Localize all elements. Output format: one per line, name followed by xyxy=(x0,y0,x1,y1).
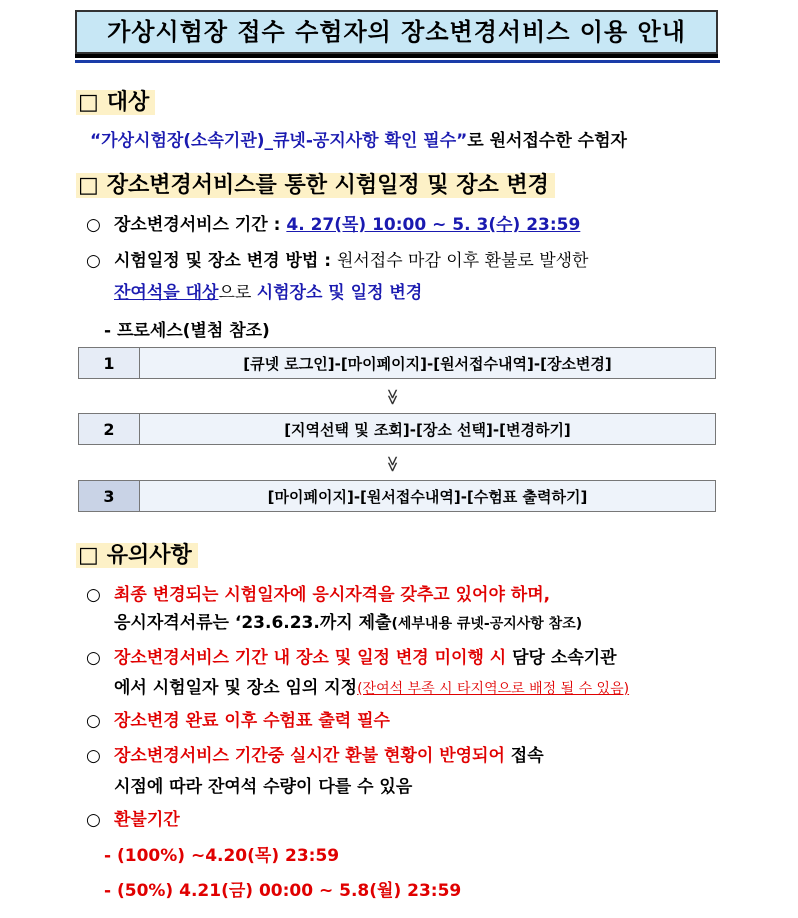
note-1-deadline: 응시자격서류는 ‘23.6.23.까지 제출 xyxy=(114,613,392,633)
target-rest: 로 원서접수한 수험자 xyxy=(467,131,627,151)
step-number: 3 xyxy=(79,481,140,511)
circle-bullet-icon: ○ xyxy=(86,648,101,668)
target-description xyxy=(90,126,627,151)
target-quote: “가상시험장(소속기관)_큐넷-공지사항 확인 필수” xyxy=(90,131,468,151)
change-method-label: 시험일정 및 장소 변경 방법 : xyxy=(114,251,337,271)
section-heading-text: 대상 xyxy=(106,90,150,115)
note-1-red: 최종 변경되는 시험일자에 응시자격을 갖추고 있어야 하며, xyxy=(114,585,551,605)
note-5 xyxy=(86,805,180,830)
note-1 xyxy=(86,580,550,605)
note-2-rest: 담당 소속기관 xyxy=(506,648,617,668)
circle-bullet-icon: ○ xyxy=(86,810,101,830)
process-step-1 xyxy=(78,347,716,379)
step-text: [큐넷 로그인]-[마이페이지]-[원서접수내역]-[장소변경] xyxy=(140,348,715,378)
process-step-2 xyxy=(78,413,716,445)
section-change-heading xyxy=(76,168,555,199)
note-2-assign: 에서 시험일자 및 장소 임의 지정 xyxy=(114,678,358,698)
circle-bullet-icon: ○ xyxy=(86,585,101,605)
step-number: 2 xyxy=(79,414,140,444)
service-period-value: 4. 27(목) 10:00 ~ 5. 3(수) 23:59 xyxy=(286,215,581,235)
note-3-red: 장소변경 완료 이후 수험표 출력 필수 xyxy=(114,711,390,731)
step-number: 1 xyxy=(79,348,140,378)
circle-bullet-icon: ○ xyxy=(86,746,101,766)
change-method-item xyxy=(86,246,588,271)
circle-bullet-icon: ○ xyxy=(86,711,101,731)
note-1-detail: (세부내용 큐넷-공지사항 참조) xyxy=(391,616,583,632)
note-2-line2 xyxy=(114,673,629,698)
note-2-red: 장소변경서비스 기간 내 장소 및 일정 변경 미이행 시 xyxy=(114,648,507,668)
step-text: [마이페이지]-[원서접수내역]-[수험표 출력하기] xyxy=(140,481,715,511)
section-heading-text: 유의사항 xyxy=(106,543,192,568)
process-label: - 프로세스(별첨 참조) xyxy=(104,321,270,341)
process-step-3 xyxy=(78,480,716,512)
note-4-rest: 접속 xyxy=(504,746,544,766)
square-bullet-icon: □ xyxy=(78,543,99,568)
section-heading-text: 장소변경서비스를 통한 시험일정 및 장소 변경 xyxy=(106,173,549,198)
note-4 xyxy=(86,741,544,766)
change-target-text: 시험장소 및 일정 변경 xyxy=(256,283,423,303)
square-bullet-icon: □ xyxy=(78,90,99,115)
chevron-down-icon: ≫ xyxy=(383,455,403,473)
service-period-label: 장소변경서비스 기간 : xyxy=(114,215,287,235)
note-4-red: 장소변경서비스 기간중 실시간 환불 현황이 반영되어 xyxy=(114,746,505,766)
step-text: [지역선택 및 조회]-[장소 선택]-[변경하기] xyxy=(140,414,715,444)
service-period-item xyxy=(86,210,580,235)
chevron-down-icon: ≫ xyxy=(383,388,403,406)
refund-period-label: 환불기간 xyxy=(114,810,180,830)
title-box xyxy=(75,10,718,54)
section-notes-heading xyxy=(76,538,198,569)
page-title: 가상시험장 접수 수험자의 장소변경서비스 이용 안내 xyxy=(107,18,686,46)
title-underline xyxy=(75,60,720,63)
circle-bullet-icon: ○ xyxy=(86,251,101,271)
note-2 xyxy=(86,643,617,668)
change-method-line2 xyxy=(114,278,422,303)
note-1-line2 xyxy=(114,608,582,633)
connector-text: 으로 xyxy=(218,283,257,303)
square-bullet-icon: □ xyxy=(78,173,99,198)
refund-100: - (100%) ~4.20(목) 23:59 xyxy=(104,846,340,866)
change-method-text: 원서접수 마감 이후 환불로 발생한 xyxy=(336,251,589,271)
note-2-warning: (잔여석 부족 시 타지역으로 배정 될 수 있음) xyxy=(357,681,630,697)
refund-50: - (50%) 4.21(금) 00:00 ~ 5.8(월) 23:59 xyxy=(104,881,462,901)
remaining-seats-text: 잔여석을 대상 xyxy=(114,283,219,303)
note-3 xyxy=(86,706,390,731)
note-4-line2: 시점에 따라 잔여석 수량이 다를 수 있음 xyxy=(114,777,413,797)
section-target-heading xyxy=(76,85,155,116)
circle-bullet-icon: ○ xyxy=(86,215,101,235)
